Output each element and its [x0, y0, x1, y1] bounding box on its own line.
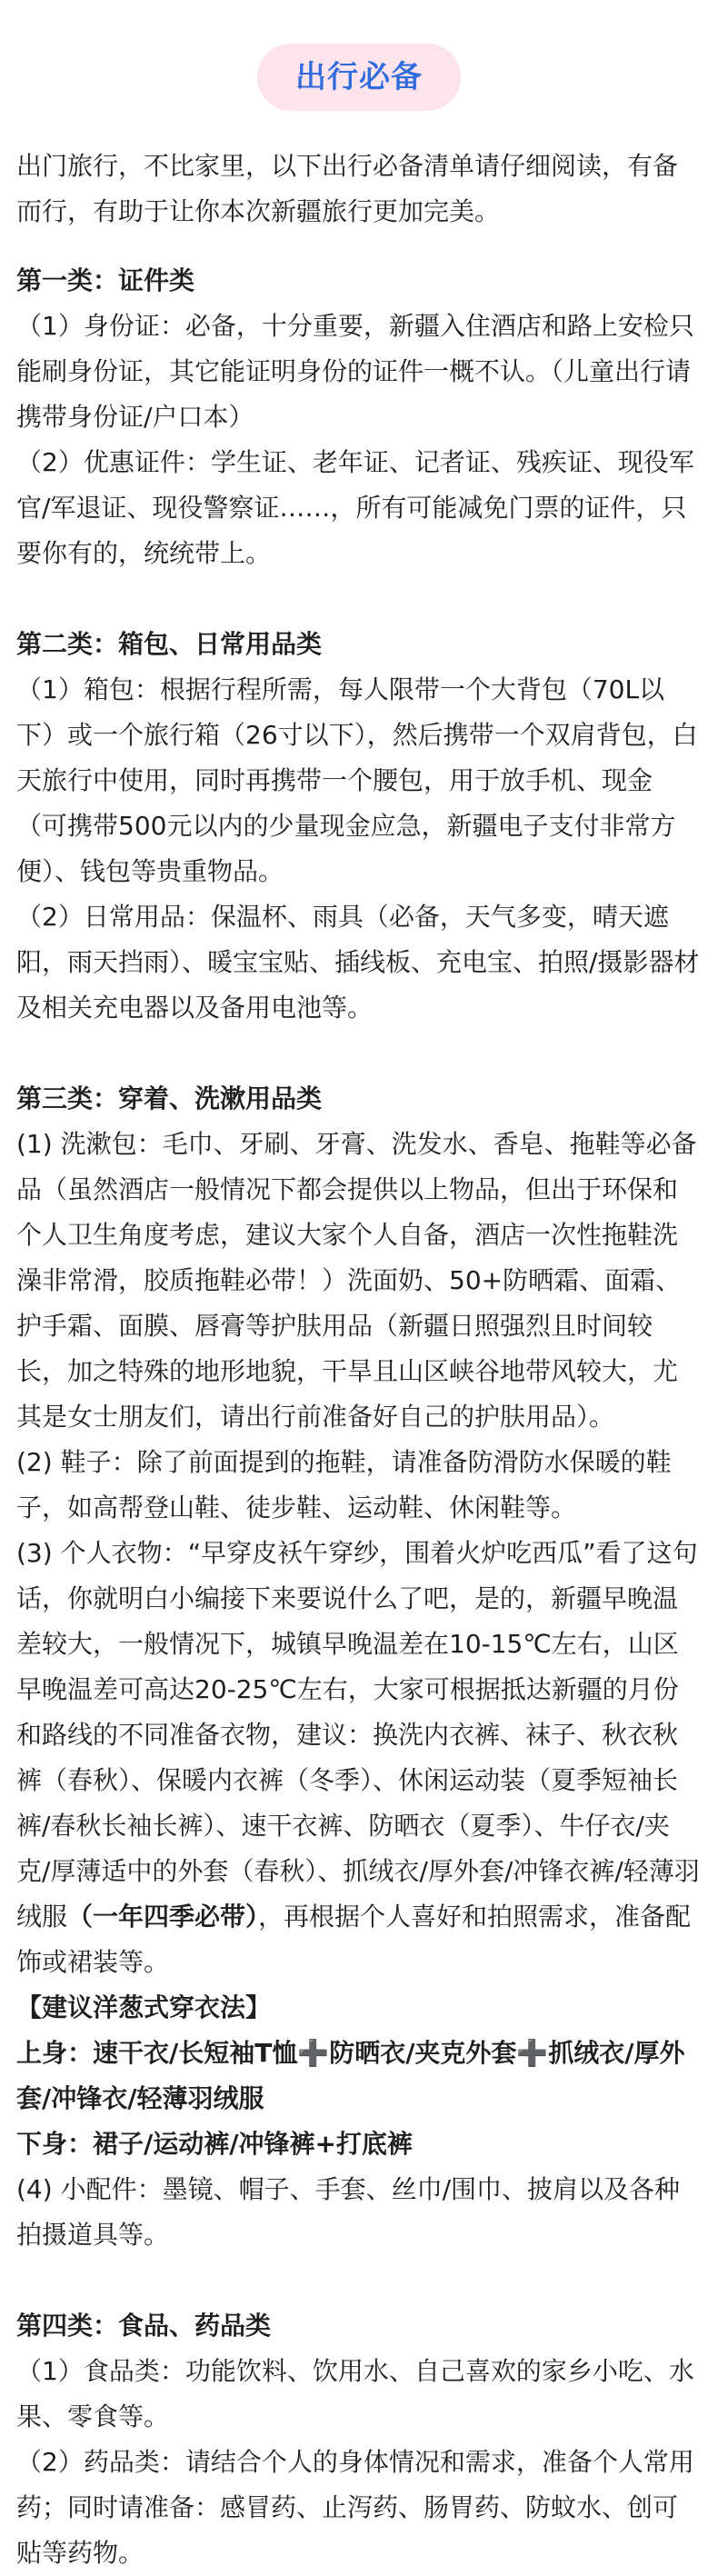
clothes-text-emphasis: （一年四季必带）	[67, 1902, 259, 1932]
clothes-text-a: (3) 个人衣物：“早穿皮袄午穿纱，围着火炉吃西瓜”看了这句话，你就明白小编接下来要说什么了吧，是的，新疆早晚温差较大，一般情况下，城镇早晚温差在10-15℃左右，山区早晚温差可高达20-25℃左右，大家可根据抵达新疆的月份和路线的不同准备衣物，建议：换洗内衣裤、袜子、秋衣秋裤（春秋）、保暖内衣裤（冬季）、休闲运动装（夏季短袖长裤/春秋长袖长裤）、速干衣裤、防晒衣（夏季）、牛仔衣/夹克/厚薄适中的外套（春秋）、抓绒衣/厚外套/冲锋衣裤/轻薄羽绒服	[16, 1538, 700, 1932]
section-heading-clothing: 第三类：穿着、洗漱用品类	[16, 1083, 323, 1113]
title-container	[0, 0, 718, 111]
section-spacer	[16, 576, 702, 622]
section-heading-documents: 第一类：证件类	[16, 265, 195, 295]
paragraph-daily-items: （2）日常用品：保温杯、雨具（必备，天气多变，晴天遮阳，雨天挡雨）、暖宝宝贴、插线板、充电宝、拍照/摄影器材及相关充电器以及备用电池等。	[16, 902, 700, 1023]
layering-lower-body: 下身：裙子/运动裤/冲锋裤+打底裤	[16, 2129, 413, 2159]
page-title: 出行必备	[257, 44, 461, 111]
paragraph-accessories: (4) 小配件：墨镜、帽子、手套、丝巾/围巾、披肩以及各种拍摄道具等。	[16, 2174, 680, 2250]
paragraph-shoes: (2) 鞋子：除了前面提到的拖鞋，请准备防滑防水保暖的鞋子，如高帮登山鞋、徒步鞋、运动鞋、休闲鞋等。	[16, 1447, 672, 1523]
article-body	[0, 111, 718, 2576]
intro-paragraph: 出门旅行，不比家里，以下出行必备清单请仔细阅读，有备而行，有助于让你本次新疆旅行更加完美。	[16, 151, 679, 226]
paragraph-clothes	[16, 1531, 702, 1985]
section-heading-luggage: 第二类：箱包、日常用品类	[16, 629, 323, 659]
section-spacer	[16, 2258, 702, 2303]
clothes-text-b: ，再根据个人喜好和拍照需求，准备配饰或裙装等。	[16, 1902, 692, 1977]
paragraph-discount-docs: （2）优惠证件：学生证、老年证、记者证、残疾证、现役军官/军退证、现役警察证……，所有可能减免门票的证件，只要你有的，统统带上。	[16, 447, 694, 568]
paragraph-toiletries: (1) 洗漱包：毛巾、牙刷、牙膏、洗发水、香皂、拖鞋等必备品（虽然酒店一般情况下都会提供以上物品，但出于环保和个人卫生角度考虑，建议大家个人自备，酒店一次性拖鞋洗澡非常滑，胶质拖鞋必带！）洗面奶、50+防晒霜、面霜、护手霜、面膜、唇膏等护肤用品（新疆日照强烈且时间较长，加之特殊的地形地貌，干旱且山区峡谷地带风较大，尤其是女士朋友们，请出行前准备好自己的护肤用品）。	[16, 1129, 697, 1432]
paragraph-bags: （1）箱包：根据行程所需，每人限带一个大背包（70L以下）或一个旅行箱（26寸以下），然后携带一个双肩背包，白天旅行中使用，同时再携带一个腰包，用于放手机、现金（可携带500元以内的少量现金应急，新疆电子支付非常方便）、钱包等贵重物品。	[16, 674, 698, 886]
paragraph-id-card: （1）身份证：必备，十分重要，新疆入住酒店和路上安检只能刷身份证，其它能证明身份的证件一概不认。（儿童出行请携带身份证/户口本）	[16, 311, 694, 432]
section-heading-food-medicine: 第四类：食品、药品类	[16, 2311, 272, 2341]
paragraph-food: （1）食品类：功能饮料、饮用水、自己喜欢的家乡小吃、水果、零食等。	[16, 2356, 694, 2431]
layering-upper-body: 上身：速干衣/长短袖T恤➕防晒衣/夹克外套➕抓绒衣/厚外套/冲锋衣/轻薄羽绒服	[16, 2038, 685, 2113]
layering-tip-heading: 【建议洋葱式穿衣法】	[16, 1992, 272, 2022]
section-spacer	[16, 1031, 702, 1076]
paragraph-medicine: （2）药品类：请结合个人的身体情况和需求，准备个人常用药；同时请准备：感冒药、止泻药、肠胃药、防蚊水、创可贴等药物。	[16, 2447, 694, 2568]
